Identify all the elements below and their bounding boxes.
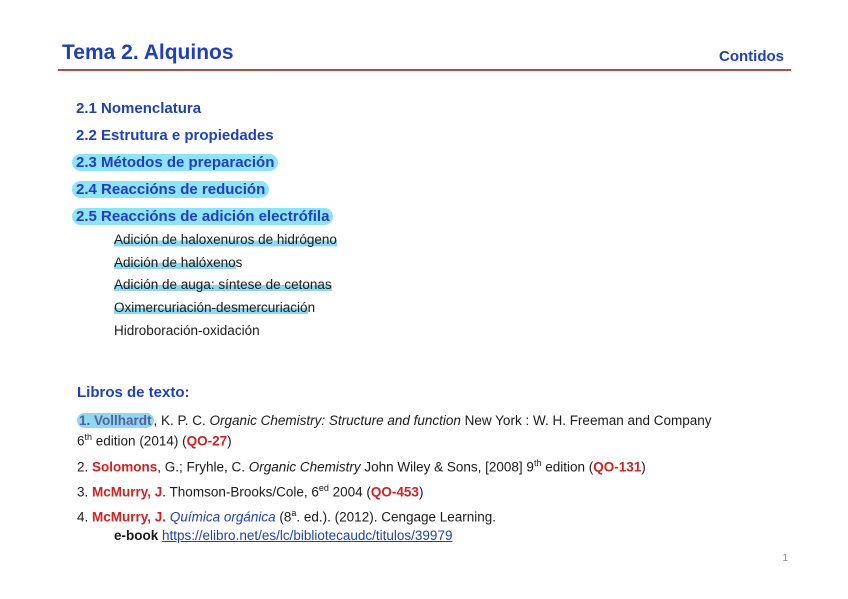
section-label: Contidos [719, 48, 784, 65]
subitem: Adición de auga: síntese de cetonas [114, 277, 332, 292]
ebook-line [114, 528, 452, 543]
slide-title: Tema 2. Alquinos [62, 41, 234, 64]
toc-item: 2.3 Métodos de preparación [76, 154, 278, 171]
toc-item: 2.4 Reaccións de redución [76, 181, 269, 198]
page-number: 1 [782, 553, 788, 564]
header-rule [58, 69, 791, 71]
subitem: Adición de halóxenos [114, 255, 243, 270]
reference-2: 2. Solomons, G.; Fryhle, C. Organic Chemistry John Wiley & Sons, [2008] 9th edition (QO-131) [77, 458, 646, 475]
toc-item: 2.5 Reaccións de adición electrófila [76, 208, 333, 225]
reference-1: 1. Vollhardt , K. P. C. Organic Chemistry: Structure and function New York : W. H. Freeman and Company 6th edition (2014) (QO-27) [77, 413, 712, 449]
subitem: Hidroboración-oxidación [114, 323, 260, 338]
books-heading: Libros de texto: [77, 384, 190, 401]
toc-item: 2.1 Nomenclatura [76, 100, 202, 117]
reference-4: 4. McMurry, J. Química orgánica (8$^a$. ed.). (2012). Cengage Learning. [77, 508, 497, 525]
reference-3: 3. McMurry, J. Thomson-Brooks/Cole, $6^{ed}$ 2004 (QO-453) [77, 483, 424, 500]
ebook-link[interactable]: https://elibro.net/es/lc/bibliotecaudc/titulos/39979 [162, 528, 453, 543]
subitem: Adición de haloxenuros de hidrógeno [114, 232, 337, 247]
subitem: Oximercuriación-desmercuriación [114, 300, 316, 315]
ebook-label: e-book [114, 528, 159, 543]
toc-item: 2.2 Estrutura e propiedades [76, 127, 274, 144]
